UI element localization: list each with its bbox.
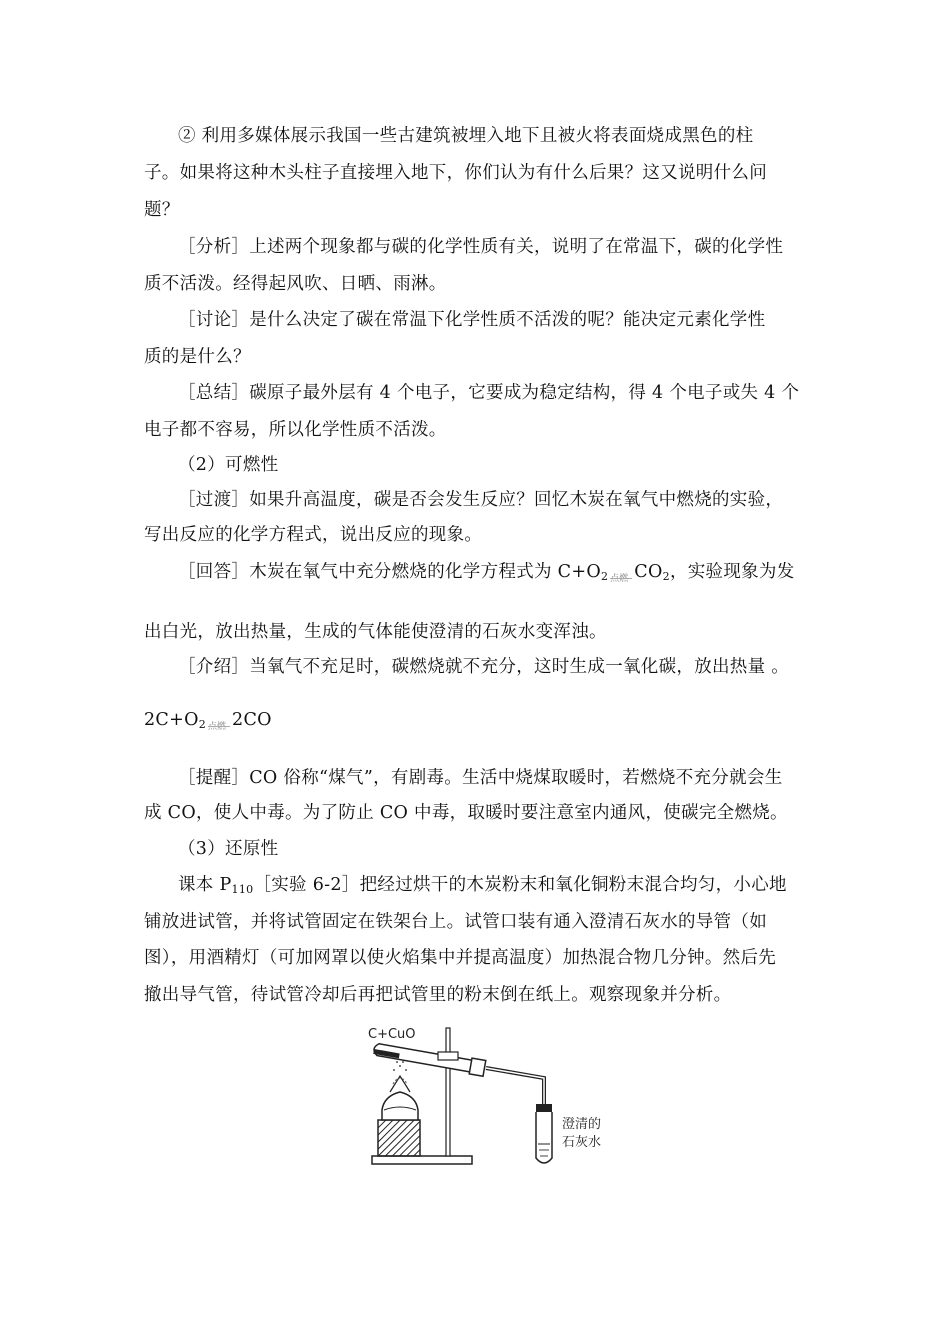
subscript: 110 xyxy=(231,883,254,896)
tube-label: C+CuO xyxy=(368,1027,416,1042)
answer-line: 出白光，放出热量，生成的气体能使澄清的石灰水变浑浊。 xyxy=(144,622,607,642)
textbook-text: ［实验 6-2］把经过烘干的木炭粉末和氧化铜粉末混合均匀，小心地 xyxy=(253,875,787,895)
clamp xyxy=(438,1052,458,1060)
reaction-condition xyxy=(610,561,632,584)
transition-line: 写出反应的化学方程式，说出反应的现象。 xyxy=(144,525,483,545)
discuss-line: 质的是什么？ xyxy=(144,347,251,367)
paragraph-line: 子。如果将这种木头柱子直接埋入地下，你们认为有什么后果？这又说明什么问 xyxy=(144,163,767,183)
stand-rod xyxy=(446,1028,450,1156)
heat-dot xyxy=(399,1065,401,1067)
summary-line: ［总结］碳原子最外层有 4 个电子，它要成为稳定结构，得 4 个电子或失 4 个 xyxy=(178,383,800,403)
textbook-line: 图），用酒精灯（可加网罩以使火焰集中并提高温度）加热混合物几分钟。然后先 xyxy=(144,948,777,968)
intro-line: ［介绍］当氧气不充足时，碳燃烧就不充分，这时生成一氧化碳，放出热量 。 xyxy=(178,657,790,677)
transition-line: ［过渡］如果升高温度，碳是否会发生反应？回忆木炭在氧气中燃烧的实验， xyxy=(178,490,784,510)
receiving-tube xyxy=(536,1112,552,1163)
textbook-text: 课本 P xyxy=(178,875,232,895)
summary-line: 电子都不容易，所以化学性质不活泼。 xyxy=(144,420,447,440)
equation-product: 2CO xyxy=(232,710,272,730)
condition-text: 点燃 xyxy=(208,722,227,732)
discuss-line: ［讨论］是什么决定了碳在常温下化学性质不活泼的呢？能决定元素化学性 xyxy=(178,310,766,330)
heat-dot xyxy=(402,1061,404,1063)
experiment-apparatus-figure xyxy=(360,1018,630,1178)
heat-dot xyxy=(405,1069,407,1071)
answer-text: ［回答］木炭在氧气中充分燃烧的化学方程式为 C+O xyxy=(178,562,601,582)
stopper xyxy=(536,1104,552,1112)
heat-dot xyxy=(396,1061,398,1063)
answer-product: CO xyxy=(634,562,663,582)
subscript: 2 xyxy=(198,718,207,731)
stand-base xyxy=(372,1156,472,1164)
water-label-line1: 澄清的 xyxy=(562,1117,602,1132)
paragraph-line: ② 利用多媒体展示我国一些古建筑被埋入地下且被火将表面烧成黑色的柱 xyxy=(178,126,754,146)
textbook-line: 撤出导气管，待试管冷却后再把试管里的粉末倒在纸上。观察现象并分析。 xyxy=(144,985,732,1005)
heat-dot xyxy=(393,1069,395,1071)
equation-reactants: 2C+O xyxy=(144,710,199,730)
equation-line xyxy=(144,708,272,737)
analysis-line: 质不活泼。经得起风吹、日晒、雨淋。 xyxy=(144,274,447,294)
alcohol-lamp xyxy=(382,1092,418,1120)
subscript: 2 xyxy=(600,570,609,583)
remind-line: ［提醒］CO 俗称“煤气”，有剧毒。生活中烧煤取暖时，若燃烧不充分就会生 xyxy=(178,768,783,788)
remind-line: 成 CO，使人中毒。为了防止 CO 中毒，取暖时要注意室内通风，使碳完全燃烧。 xyxy=(144,803,788,823)
textbook-line xyxy=(178,873,787,902)
answer-text: ，实验现象为发 xyxy=(669,562,795,582)
paragraph-line: 题？ xyxy=(144,200,180,220)
apparatus-drawing xyxy=(360,1018,630,1178)
section-heading: （2）可燃性 xyxy=(178,455,279,475)
reaction-condition xyxy=(208,709,230,732)
textbook-line: 铺放进试管，并将试管固定在铁架台上。试管口装有通入澄清石灰水的导管（如 xyxy=(144,912,767,932)
section-heading: （3）还原性 xyxy=(178,839,279,859)
condition-line xyxy=(610,578,632,579)
subscript: 2 xyxy=(662,570,670,583)
answer-line xyxy=(178,560,795,589)
water-label-line2: 石灰水 xyxy=(562,1135,602,1150)
condition-line xyxy=(208,726,230,727)
condition-text: 点燃 xyxy=(610,574,629,584)
test-tube xyxy=(373,1041,486,1076)
analysis-line: ［分析］上述两个现象都与碳的化学性质有关，说明了在常温下，碳的化学性 xyxy=(178,237,784,257)
lamp-block xyxy=(378,1120,420,1156)
